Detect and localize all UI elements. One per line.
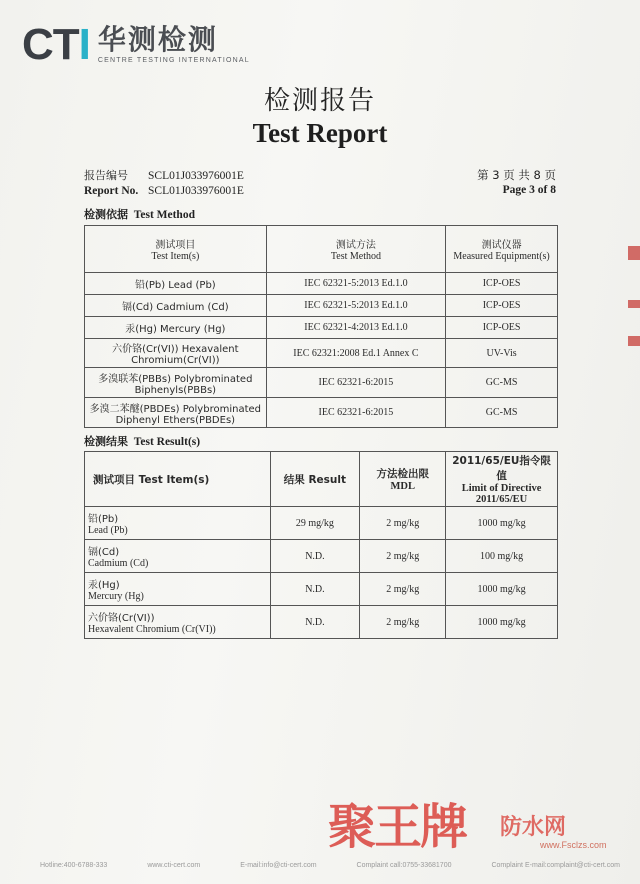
page-indicator: 第 3 页 共 8 页 Page 3 of 8 xyxy=(477,168,556,196)
table-row: 镉(Cd) Cadmium (Cd) IEC 62321-5:2013 Ed.1.0 ICP-OES xyxy=(85,295,558,317)
report-number-en: SCL01J033976001E xyxy=(148,185,244,197)
table-header-row: 测试项目 Test Item(s) 结果 Result 方法检出限 MDL 2011/65/EU指令限值 Limit of Directive 2011/65/EU xyxy=(85,452,558,507)
test-results-table xyxy=(84,451,558,639)
test-method-table xyxy=(84,225,558,428)
footer-website: www.cti-cert.com xyxy=(147,862,201,869)
edge-stamp-mark xyxy=(628,336,640,346)
test-results-heading: 检测结果 Test Result(s) xyxy=(84,435,201,448)
test-method-heading: 检测依据 Test Method xyxy=(84,208,195,221)
report-title-cn: 检测报告 xyxy=(263,86,376,116)
footer-hotline: Hotline:400-6788-333 xyxy=(40,862,108,869)
watermark-url: www.Fsclzs.com xyxy=(540,840,607,850)
report-number-block: 报告编号 SCL01J033976001E Report No. SCL01J033976001E xyxy=(84,169,244,197)
table-header-row: 测试项目 Test Item(s) 测试方法 Test Method 测试仪器 Measured Equipment(s) xyxy=(85,226,558,273)
table-row: 镉(Cd) Cadmium (Cd) N.D. 2 mg/kg 100 mg/kg xyxy=(85,540,558,573)
table-row: 汞(Hg) Mercury (Hg) IEC 62321-4:2013 Ed.1.0 ICP-OES xyxy=(85,317,558,339)
edge-stamp-mark xyxy=(628,246,640,260)
watermark-site-name: 防水网 xyxy=(500,815,567,840)
table-row: 六价铬(Cr(VI)) Hexavalent Chromium (Cr(VI)) N.D. 2 mg/kg 1000 mg/kg xyxy=(85,606,558,639)
page-footer xyxy=(40,862,620,869)
table-row: 六价铬(Cr(VI)) Hexavalent Chromium(Cr(VI)) IEC 62321:2008 Ed.1 Annex C UV-Vis xyxy=(85,339,558,368)
footer-complaint-call: Complaint call:0755-33681700 xyxy=(356,862,452,869)
watermark-logo: 聚王牌 xyxy=(328,799,467,855)
edge-stamp-mark xyxy=(628,300,640,308)
table-row: 汞(Hg) Mercury (Hg) N.D. 2 mg/kg 1000 mg/kg xyxy=(85,573,558,606)
table-row: 铅(Pb) Lead (Pb) IEC 62321-5:2013 Ed.1.0 ICP-OES xyxy=(85,273,558,295)
footer-complaint-email: Complaint E-mail:complaint@cti-cert.com xyxy=(491,862,620,869)
table-row: 多溴二苯醚(PBDEs) Polybrominated Diphenyl Ethers(PBDEs) IEC 62321-6:2015 GC-MS xyxy=(85,398,558,428)
table-row: 铅(Pb) Lead (Pb) 29 mg/kg 2 mg/kg 1000 mg/kg xyxy=(85,507,558,540)
cti-logo xyxy=(22,22,250,68)
table-row: 多溴联苯(PBBs) Polybrominated Biphenyls(PBBs) IEC 62321-6:2015 GC-MS xyxy=(85,368,558,398)
footer-email: E-mail:info@cti-cert.com xyxy=(240,862,317,869)
logo-english-name: CENTRE TESTING INTERNATIONAL xyxy=(97,57,250,64)
logo-mark: CTI xyxy=(22,20,90,69)
report-title-en: Test Report xyxy=(252,118,388,148)
logo-chinese-name: 华测检测 xyxy=(97,23,218,56)
report-number-cn: SCL01J033976001E xyxy=(148,170,244,182)
